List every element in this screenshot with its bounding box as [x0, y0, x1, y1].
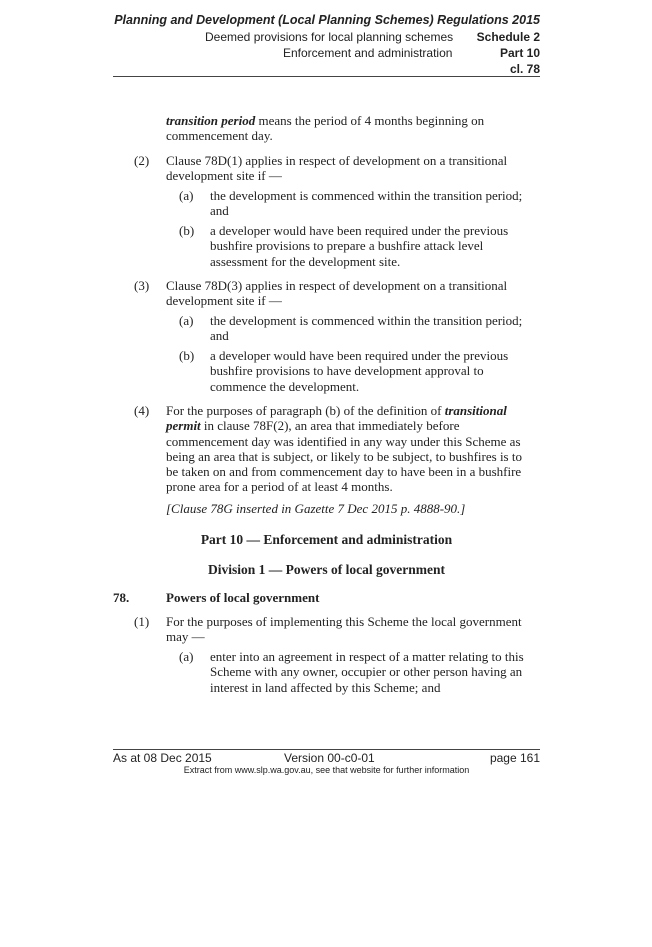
text-line: commence the development.: [210, 378, 360, 394]
text-line: For the purposes of paragraph (b) of the definition of: [166, 403, 445, 418]
running-title: Planning and Development (Local Planning Schemes) Regulations 2015: [114, 13, 540, 27]
definition-transition-period: [166, 113, 484, 144]
text-line: a developer would have been required under the previous: [210, 223, 509, 238]
header-clause: cl. 78: [509, 62, 540, 76]
clause-number: 78.: [113, 590, 130, 605]
text-line: bushfire provisions to prepare a bushfire attack level: [210, 238, 484, 254]
text-line: and: [210, 203, 229, 219]
subclause-2-text: [166, 153, 507, 184]
paragraph-number: (a): [179, 188, 194, 203]
subclause-number: (2): [134, 153, 150, 168]
footer-rule: [113, 749, 540, 750]
division-heading: Division 1 — Powers of local government: [208, 562, 445, 577]
subclause-number: (3): [134, 278, 150, 293]
text-line: development site if —: [166, 168, 282, 184]
subclause-number: (4): [134, 403, 150, 418]
text-line: commencement day was identified in any way under this Scheme as: [166, 433, 521, 449]
paragraph-3b-text: [210, 348, 508, 394]
text-line: and: [210, 328, 229, 344]
paragraph-1a-text: [210, 649, 524, 695]
text-line: assessment for the development site.: [210, 253, 401, 269]
definition-text: means the period of 4 months beginning on: [255, 113, 485, 128]
text-line: bushfire provisions to have development approval to: [210, 363, 484, 379]
text-line: the development is commenced within the transition period;: [210, 313, 523, 328]
text-line: in clause 78F(2), an area that immediately before: [200, 418, 460, 434]
text-line: Scheme with any owner, occupier or other person having an: [210, 664, 523, 680]
subclause-4-text: [166, 403, 522, 495]
amendment-note: [Clause 78G inserted in Gazette 7 Dec 2015 p. 4888-90.]: [166, 501, 466, 516]
subclause-number: (1): [134, 614, 150, 629]
paragraph-2a-text: [210, 188, 522, 219]
header-schedule-desc: Deemed provisions for local planning schemes: [205, 30, 454, 44]
text-line: be taken on and from commencement day to have been in a bushfire: [166, 464, 522, 480]
text-line: Clause 78D(3) applies in respect of development on a transitional: [166, 278, 508, 293]
defined-term: transitional: [444, 403, 507, 418]
text-line: development site if —: [166, 293, 282, 309]
part-heading: Part 10 — Enforcement and administration: [200, 532, 453, 547]
header-schedule: Schedule 2: [476, 30, 540, 44]
paragraph-number: (a): [179, 313, 194, 328]
defined-term: transition period: [166, 113, 256, 128]
defined-term: permit: [166, 418, 201, 434]
footer-version: Version 00-c0-01: [284, 751, 375, 765]
text-line: Clause 78D(1) applies in respect of development on a transitional: [166, 153, 508, 168]
paragraph-number: (a): [179, 649, 194, 664]
paragraph-2b-text: [210, 223, 508, 269]
header-rule: [113, 76, 540, 77]
clause-title: Powers of local government: [166, 590, 320, 605]
paragraph-number: (b): [179, 223, 195, 238]
text-line: being an area that is subject, or likely to be subject, to bushfires is to: [166, 448, 522, 464]
text-line: prone area for a period of at least 4 months.: [166, 479, 393, 495]
paragraph-3a-text: [210, 313, 522, 344]
text-line: For the purposes of implementing this Scheme the local government: [166, 614, 522, 629]
text-line: the development is commenced within the transition period;: [210, 188, 523, 203]
header-part: Part 10: [499, 46, 540, 60]
footer-page-number: page 161: [489, 751, 540, 765]
subclause-3-text: [166, 278, 507, 309]
paragraph-number: (b): [179, 348, 195, 363]
footer-date: As at 08 Dec 2015: [113, 751, 212, 765]
header-part-desc: Enforcement and administration: [283, 46, 453, 60]
text-line: a developer would have been required under the previous: [210, 348, 509, 363]
definition-text-cont: commencement day.: [166, 128, 273, 144]
text-line: interest in land affected by this Scheme; and: [210, 679, 441, 695]
text-line: may —: [166, 629, 205, 645]
text-line: enter into an agreement in respect of a matter relating to this: [210, 649, 524, 664]
subclause-1-text: [166, 614, 522, 645]
footer-source-note: Extract from www.slp.wa.gov.au, see that website for further information: [183, 765, 470, 775]
